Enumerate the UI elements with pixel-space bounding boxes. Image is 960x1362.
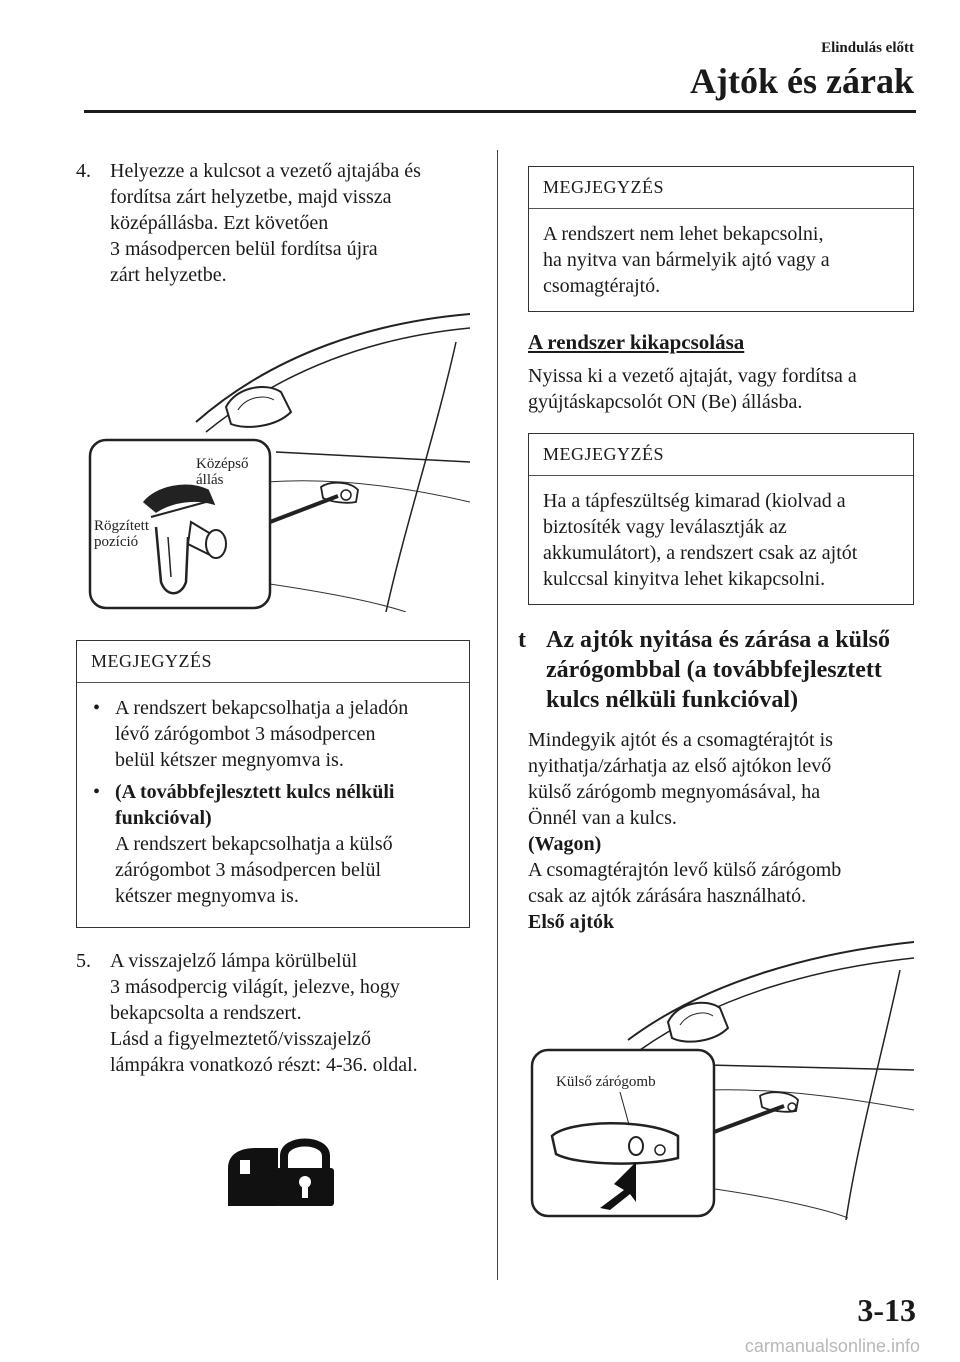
heading-line: Az ajtók nyitása és zárása a külső	[546, 627, 891, 653]
note-line: lévő zárógombot 3 másodpercen	[115, 723, 376, 745]
step-5	[76, 948, 470, 1078]
door-key-illustration	[76, 312, 470, 612]
body-line: gyújtáskapcsolót ON (Be) állásba.	[528, 391, 803, 413]
heading-line: zárógombbal (a továbbfejlesztett	[546, 657, 882, 683]
note-title: MEGJEGYZÉS	[529, 167, 913, 209]
step-line: Lásd a figyelmeztető/visszajelző	[110, 1028, 372, 1050]
note-line: kulccsal kinyitva lehet kikapcsolni.	[543, 568, 826, 590]
body-line: A csomagtérajtón levő külső zárógomb	[528, 859, 842, 881]
note-title: MEGJEGYZÉS	[529, 434, 913, 476]
note-line: Ha a tápfeszültség kimarad (kiolvad a	[543, 490, 846, 512]
step-line: A visszajelző lámpa körülbelül	[110, 950, 358, 972]
step-line: bekapcsolta a rendszert.	[110, 1002, 302, 1024]
note-box	[76, 640, 470, 928]
note-body	[529, 209, 913, 311]
body-line: Nyissa ki a vezető ajtaját, vagy fordítsa a	[528, 365, 857, 387]
note-bullet	[91, 695, 455, 773]
body-line: Mindegyik ajtót és a csomagtérajtót is	[528, 729, 833, 751]
note-bullet	[91, 779, 455, 909]
page-number: 3-13	[857, 1292, 916, 1328]
note-line: zárógombot 3 másodpercen belül	[115, 859, 382, 881]
header-rule	[84, 110, 916, 113]
note-line: csomagtérajtó.	[543, 275, 661, 297]
label-outer-button: Külső zárógomb	[556, 1074, 656, 1090]
note-line: akkumulátort), a rendszert csak az ajtót	[543, 542, 858, 564]
deactivate-text	[528, 363, 914, 415]
front-doors-label: Első ajtók	[528, 911, 615, 933]
page-title: Ajtók és zárak	[690, 61, 914, 101]
step-line: fordítsa zárt helyzetbe, majd vissza	[110, 186, 392, 208]
note-line: A rendszert bekapcsolhatja a jeladón	[115, 697, 409, 719]
body-line: Önnél van a kulcs.	[528, 807, 677, 829]
wagon-label: (Wagon)	[528, 833, 602, 855]
note-line: biztosíték vagy leválasztják az	[543, 516, 787, 538]
note-line: funkcióval)	[115, 807, 212, 829]
left-column	[76, 158, 470, 1078]
body-line: külső zárógomb megnyomásával, ha	[528, 781, 821, 803]
note-line: (A továbbfejlesztett kulcs nélküli	[115, 781, 395, 803]
deactivate-heading: A rendszer kikapcsolása	[528, 330, 745, 354]
step-line: lámpákra vonatkozó részt: 4-36. oldal.	[110, 1054, 418, 1076]
note-line: kétszer megnyomva is.	[115, 885, 299, 907]
step-line: 3 másodpercen belül fordítsa újra	[110, 238, 378, 260]
section-kicker: Elindulás előtt	[821, 40, 914, 56]
bullet-dot: •	[93, 781, 101, 803]
step-line: Helyezze a kulcsot a vezető ajtajába és	[110, 160, 421, 182]
note-line: A rendszert bekapcsolhatja a külső	[115, 833, 393, 855]
heading-line: kulcs nélküli funkcióval)	[546, 687, 799, 713]
body-line: csak az ajtók zárására használható.	[528, 885, 807, 907]
step-number: 4.	[76, 160, 91, 182]
step-number: 5.	[76, 950, 91, 972]
label-middle-position: állás	[196, 472, 224, 488]
door-button-illustration	[528, 940, 914, 1220]
step-line: középállásba. Ezt követően	[110, 212, 329, 234]
note-title: MEGJEGYZÉS	[77, 641, 469, 683]
right-column	[518, 166, 914, 935]
label-middle-position: Középső	[196, 456, 249, 472]
note-line: belül kétszer megnyomva is.	[115, 749, 344, 771]
note-box	[528, 166, 914, 312]
step-line: zárt helyzetbe.	[110, 264, 227, 286]
heading-marker: t	[518, 627, 526, 653]
step-4	[76, 158, 470, 288]
body-line: nyithatja/zárhatja az első ajtókon levő	[528, 755, 832, 777]
note-line: ha nyitva van bármelyik ajtó vagy a	[543, 249, 830, 271]
label-locked-position: pozíció	[94, 534, 139, 550]
feature-body	[528, 727, 914, 935]
label-locked-position: Rögzített	[94, 518, 149, 534]
step-line: 3 másodpercig világít, jelezve, hogy	[110, 976, 400, 998]
feature-heading	[518, 625, 914, 715]
security-indicator-icon	[226, 1130, 336, 1206]
watermark: carmanualsonline.info	[744, 1336, 920, 1356]
note-body	[77, 683, 469, 927]
note-line: A rendszert nem lehet bekapcsolni,	[543, 223, 824, 245]
column-divider	[497, 150, 498, 1280]
note-body	[529, 476, 913, 604]
bullet-dot: •	[93, 697, 101, 719]
note-box	[528, 433, 914, 605]
